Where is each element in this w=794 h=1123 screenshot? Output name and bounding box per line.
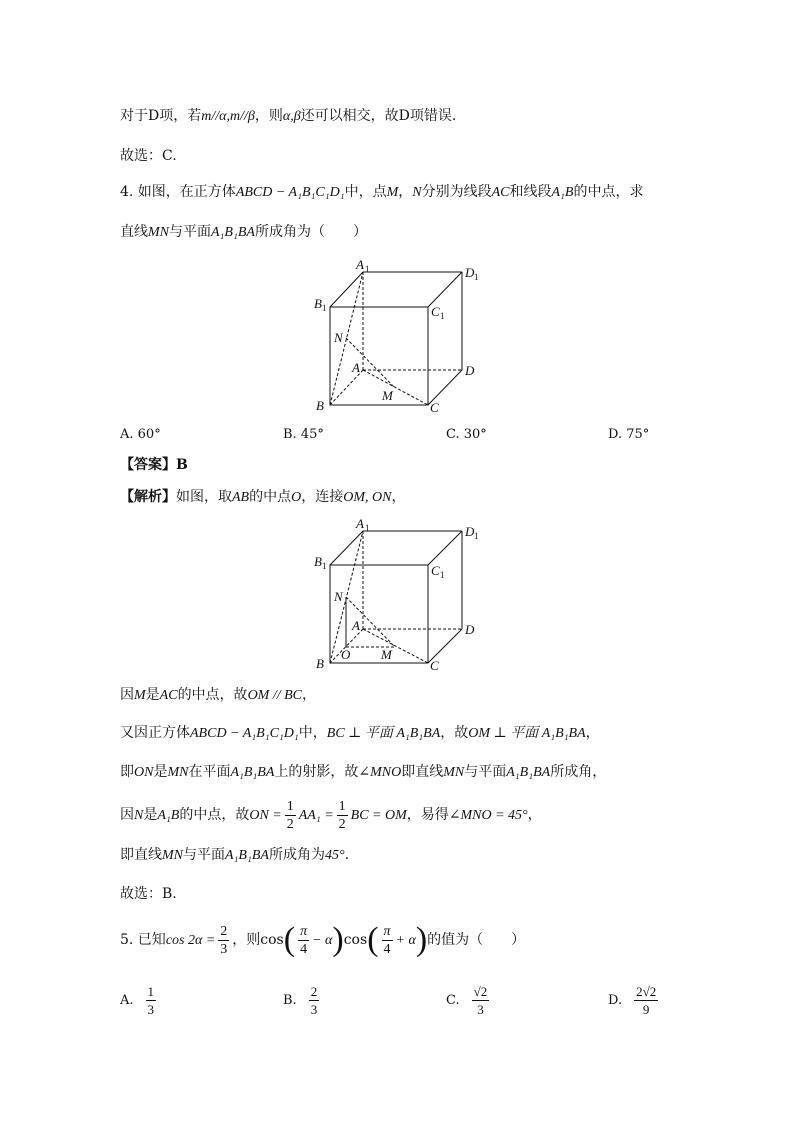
text-fragment: 对于D项，若: [120, 108, 202, 124]
text-fragment: 与平面: [183, 847, 225, 863]
cos-function: cos: [343, 932, 368, 948]
denominator: 3: [477, 1002, 484, 1017]
math-expr: OM, ON: [343, 490, 392, 505]
numerator: π: [300, 923, 308, 939]
denominator: 2: [338, 816, 346, 832]
text-fragment: 的中点，故: [177, 687, 248, 703]
math-expr: ON: [134, 765, 154, 780]
text-fragment: 又因正方体: [120, 725, 190, 741]
text-fragment: ，故: [440, 725, 469, 741]
numerator: 2: [220, 923, 228, 939]
q4-stem-line1: [120, 182, 643, 203]
label-A: A: [352, 618, 360, 633]
denominator: 4: [383, 941, 391, 957]
math-expr: O: [291, 490, 302, 505]
label-C1: C: [431, 563, 440, 578]
text-fragment: 所成角为: [268, 847, 325, 863]
reasoning-line-3: [120, 762, 606, 783]
text-fragment: 在平面: [188, 764, 231, 780]
text-fragment: ，则: [232, 932, 261, 948]
reasoning-line-2: [120, 723, 600, 744]
choice-fraction: [309, 983, 320, 1018]
text-fragment: ，: [391, 489, 406, 505]
text-fragment: 即直线: [401, 764, 444, 780]
math-expr: ∠MNO = 45°: [448, 808, 528, 823]
text-fragment: ，则: [254, 108, 283, 124]
label-sub: 1: [365, 523, 370, 533]
label-B: B: [316, 656, 324, 671]
text-fragment: 中，点: [344, 184, 387, 200]
math-expr: A₁B₁BA: [211, 225, 255, 240]
choice-label: A.: [120, 993, 134, 1008]
text-fragment: ，: [585, 725, 600, 741]
text-fragment: 分别为线段: [421, 184, 492, 200]
label-sub: 1: [474, 272, 479, 282]
q5-choice-b[interactable]: [283, 983, 322, 1018]
math-expr: cos 2α =: [165, 933, 216, 948]
choice-fraction: [634, 983, 658, 1018]
text-fragment: ，易得: [406, 807, 449, 823]
math-expr: N: [134, 808, 144, 823]
label-sub: 1: [322, 561, 327, 571]
label-C: C: [430, 400, 439, 415]
math-expr: BC ⊥ 平面 A₁B₁BA: [326, 726, 441, 741]
label-N: N: [334, 330, 343, 345]
fraction-two-thirds: [218, 923, 229, 958]
choice-b[interactable]: B. 45°: [283, 427, 324, 442]
fraction-pi-over-4: [298, 923, 309, 958]
math-expr: A₁B: [551, 185, 574, 200]
label-O: O: [341, 647, 351, 662]
label-M: M: [381, 647, 392, 662]
text-fragment: 和线段: [509, 184, 552, 200]
choice-label: D.: [608, 993, 623, 1008]
choice-label: B.: [283, 993, 297, 1008]
math-expr: A₁B₁BA: [506, 765, 551, 780]
math-expr: ON =: [249, 808, 282, 823]
previous-selection: 故选：C.: [120, 148, 177, 164]
text-fragment: 所成角，: [550, 764, 607, 780]
label-A: A: [352, 360, 360, 375]
choice-a[interactable]: A. 60°: [120, 427, 161, 442]
text-fragment: 直线: [120, 224, 148, 240]
math-expr: ABCD − A₁B₁C₁D₁: [190, 726, 299, 741]
label-sub: 1: [474, 531, 479, 541]
math-expr: AA₁ =: [298, 808, 334, 823]
text-fragment: 是: [153, 764, 168, 780]
fraction-pi-over-4: [382, 923, 393, 958]
math-expr: AC: [491, 185, 510, 200]
text-fragment: ，: [398, 184, 413, 200]
label-D: D: [465, 622, 475, 637]
numerator: 1: [338, 798, 346, 814]
denominator: 2: [286, 816, 294, 832]
numerator: 2: [310, 984, 318, 999]
q5-choice-c[interactable]: [446, 983, 492, 1018]
text-fragment: 还可以相交，故D项错误.: [300, 108, 457, 124]
numerator: 1: [147, 984, 155, 999]
choice-c[interactable]: C. 30°: [446, 427, 487, 442]
fraction-half: [337, 798, 348, 833]
numerator: 1: [286, 798, 294, 814]
denominator: 4: [300, 941, 308, 957]
label-C: C: [430, 658, 439, 673]
label-C1: C: [431, 304, 440, 319]
label-sub: 1: [365, 264, 370, 274]
text-fragment: .: [344, 847, 350, 863]
math-expr: MN: [148, 225, 169, 240]
text-fragment: 如图，取: [176, 489, 232, 505]
math-expr: M: [134, 688, 146, 703]
text-line-d-option: [120, 106, 456, 127]
label-sub: 1: [440, 311, 445, 321]
text-fragment: 是: [145, 687, 160, 703]
q4-stem-line2: [120, 222, 367, 243]
reasoning-line-1: [120, 685, 316, 706]
text-fragment: 与平面: [464, 764, 507, 780]
text-fragment: 因: [120, 807, 134, 823]
denominator: 3: [310, 1002, 318, 1017]
math-expr: AC: [159, 688, 178, 703]
label-B1: B: [314, 554, 322, 569]
text-fragment: 所成角为（ ）: [254, 224, 367, 240]
math-expr: − α: [312, 933, 333, 948]
choice-label: C.: [446, 993, 460, 1008]
math-expr: A₁B₁BA: [225, 848, 269, 863]
label-N: N: [334, 589, 343, 604]
text-fragment: ，: [527, 807, 542, 823]
label-A1: A: [356, 516, 364, 531]
math-expr: MN: [167, 765, 189, 780]
q5-choice-d[interactable]: [608, 983, 661, 1018]
label-D: D: [465, 363, 475, 378]
denominator: 3: [220, 941, 228, 957]
math-expr: N: [412, 185, 422, 200]
denominator: 3: [147, 1002, 155, 1017]
label-A1: A: [356, 257, 364, 272]
cube-figure-1: [300, 255, 500, 420]
text-fragment: 5. 已知: [120, 932, 166, 948]
text-fragment: ，连接: [301, 489, 344, 505]
cube-figure-2: [300, 515, 500, 680]
text-fragment: 的中点，求: [573, 184, 644, 200]
math-expr: M: [386, 185, 399, 200]
math-expr: OM ⊥ 平面 A₁B₁BA: [468, 726, 586, 741]
numerator: 2√2: [636, 984, 657, 999]
text-fragment: 即: [120, 764, 134, 780]
math-expr: 45°: [324, 848, 345, 863]
cos-function: cos: [260, 932, 284, 948]
numerator: √2: [473, 984, 488, 999]
choice-d[interactable]: D. 75°: [608, 427, 650, 442]
math-expr: MN: [443, 765, 465, 780]
text-fragment: 因: [120, 687, 134, 703]
text-fragment: 中，: [298, 725, 327, 741]
label-sub: 1: [440, 570, 445, 580]
analysis-intro: [120, 487, 405, 508]
math-expr: MN: [162, 848, 183, 863]
text-fragment: 与平面: [169, 224, 211, 240]
q5-choice-a[interactable]: [120, 983, 159, 1018]
math-expr: A₁B: [157, 808, 180, 823]
selection-b: 故选：B.: [120, 886, 177, 902]
label-B1: B: [314, 296, 322, 311]
denominator: 9: [642, 1002, 650, 1017]
math-expr: ABCD − A₁B₁C₁D₁: [235, 185, 345, 200]
math-expr: + α: [395, 933, 416, 948]
reasoning-line-4: [120, 797, 542, 834]
label-D1: D: [465, 265, 475, 280]
text-fragment: 上的射影，故: [274, 764, 359, 780]
text-fragment: ，: [302, 687, 317, 703]
text-fragment: 的值为（ ）: [427, 932, 526, 948]
answer-line: 【答案】B: [120, 457, 188, 473]
text-fragment: 是: [143, 807, 158, 823]
text-fragment: 的中点，故: [179, 807, 250, 823]
math-expr: OM // BC: [247, 688, 303, 703]
numerator: π: [383, 923, 391, 939]
choice-fraction: [146, 983, 157, 1018]
label-D1: D: [465, 524, 475, 539]
math-expr: m//α,m//β: [201, 109, 255, 124]
analysis-heading: 【解析】: [120, 489, 176, 505]
q5-stem: 5. 已知cos 2α = $\frac{2}{3}$ ，则cos( $\frac{\pi}{4}$ − α)cos( $\frac{\pi}{4}$ + α)的值为（ ）: [120, 921, 526, 958]
choice-fraction: [472, 983, 490, 1018]
math-expr: A₁B₁BA: [230, 765, 275, 780]
math-expr: α,β: [282, 109, 301, 124]
fraction-half: [285, 798, 296, 833]
reasoning-line-5: [120, 845, 349, 866]
math-expr: BC = OM: [350, 808, 407, 823]
label-M: M: [382, 388, 393, 403]
text-fragment: 的中点: [249, 489, 292, 505]
math-expr: ∠MNO: [358, 765, 402, 780]
label-sub: 1: [322, 303, 327, 313]
math-expr: AB: [232, 490, 250, 505]
label-B: B: [316, 398, 324, 413]
text-fragment: 即直线: [120, 847, 162, 863]
text-fragment: 4. 如图，在正方体: [120, 184, 236, 200]
